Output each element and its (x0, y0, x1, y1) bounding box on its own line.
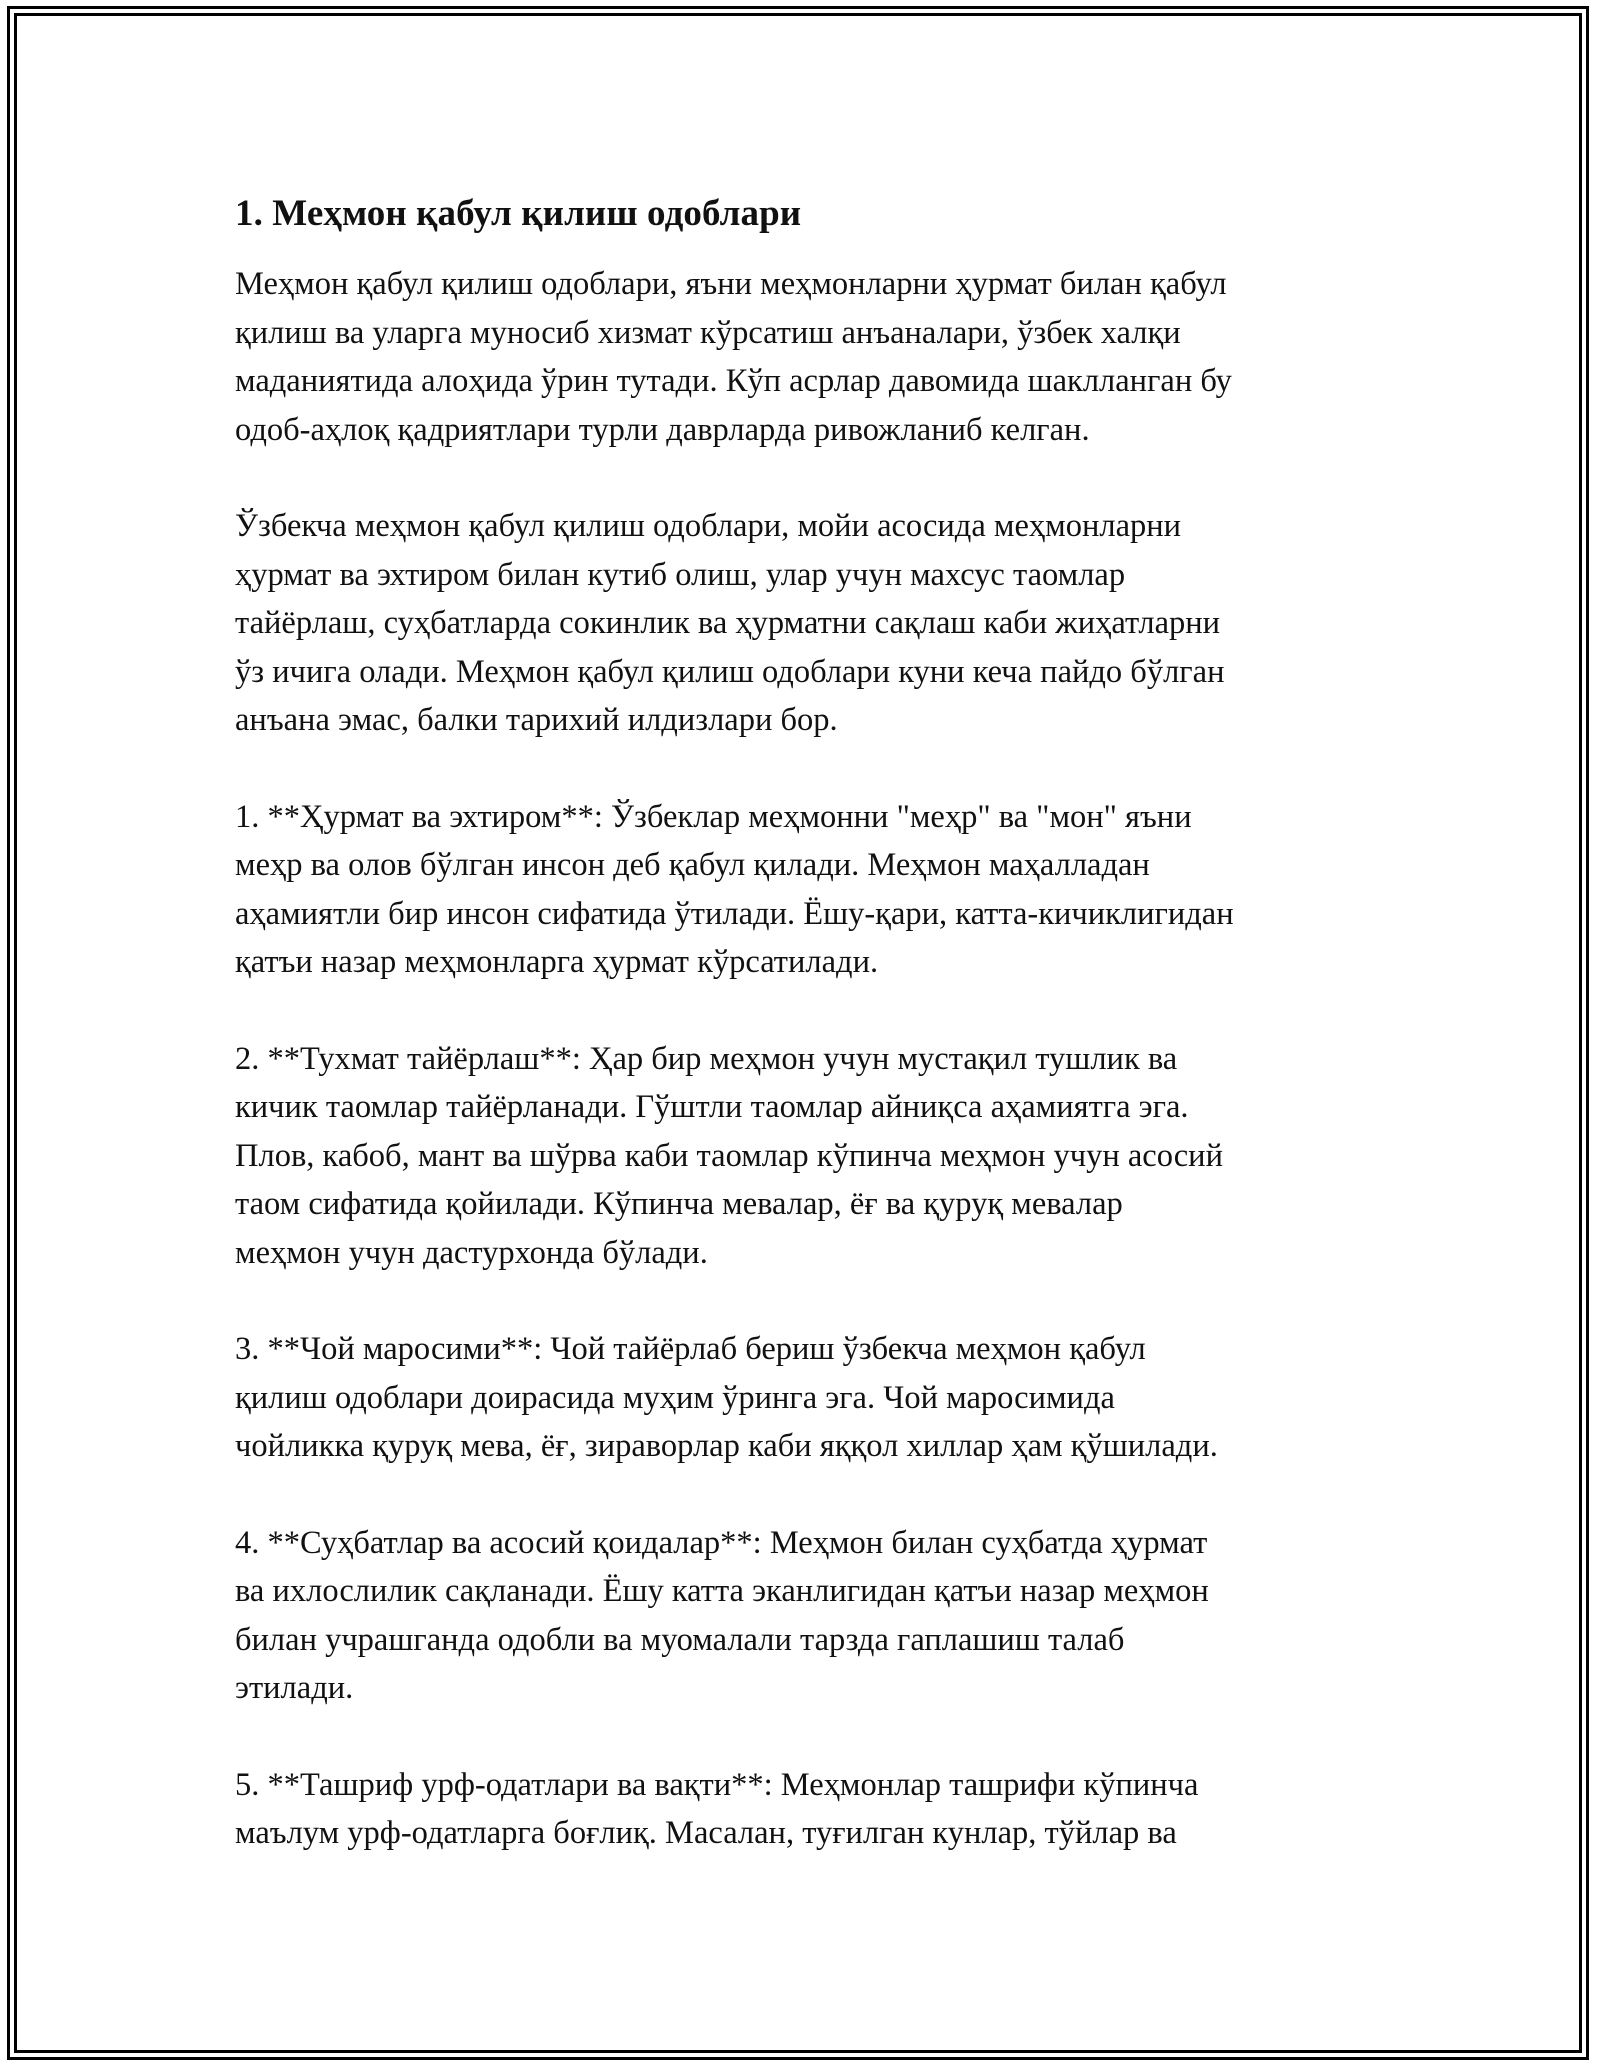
text-line: 3. **Чой маросими**: Чой тайёрлаб бериш ўзбекча меҳмон қабул (235, 1331, 1146, 1367)
text-line: этилади. (235, 1670, 354, 1706)
text-line: кичик таомлар тайёрланади. Гўштли таомлар айниқса аҳамиятга эга. (235, 1089, 1189, 1125)
text-line: тайёрлаш, суҳбатларда сокинлик ва ҳурматни сақлаш каби жиҳатларни (235, 605, 1221, 641)
text-line: қилиш ва уларга муносиб хизмат кўрсатиш анъаналари, ўзбек халқи (235, 314, 1181, 351)
text-line: маълум урф-одатларга боғлиқ. Масалан, туғилган кунлар, тўйлар ва (235, 1815, 1177, 1851)
text-line: меҳмон учун дастурхонда бўлади. (235, 1234, 708, 1271)
text-line: 4. **Суҳбатлар ва асосий қоидалар**: Меҳмон билан суҳбатда ҳурмат (235, 1524, 1208, 1561)
text-line: меҳр ва олов бўлган инсон деб қабул қилади. Меҳмон маҳалладан (235, 847, 1150, 883)
text-line: ўз ичига олади. Меҳмон қабул қилиш одоблари куни кеча пайдо бўлган (235, 653, 1225, 690)
text-line: таом сифатида қойилади. Кўпинча мевалар, ёғ ва қуруқ мевалар (235, 1186, 1123, 1222)
text-line: қатъи назар меҳмонларга ҳурмат кўрсатилади. (235, 944, 879, 980)
text-line: ҳурмат ва эхтиром билан кутиб олиш, улар учун махсус таомлар (235, 556, 1126, 593)
document-body (235, 186, 1375, 1906)
text-line: чойликка қуруқ мева, ёғ, зираворлар каби яққол хиллар ҳам қўшилади. (235, 1428, 1218, 1464)
document-title: 1. Меҳмон қабул қилиш одоблари (235, 193, 802, 234)
list-item-visit (235, 1761, 1375, 1858)
text-line: 1. **Ҳурмат ва эхтиром**: Ўзбеклар меҳмонни "меҳр" ва "мон" яъни (235, 798, 1192, 835)
list-item-food (235, 1035, 1375, 1278)
paragraph-overview (235, 502, 1375, 745)
text-line: билан учрашганда одобли ва муомалали тарзда гаплашиш талаб (235, 1621, 1125, 1658)
text-line: қилиш одоблари доирасида муҳим ўринга эга. Чой маросимида (235, 1379, 1115, 1416)
text-line: аҳамиятли бир инсон сифатида ўтилади. Ёшу-қари, катта-кичиклигидан (235, 895, 1234, 932)
text-line: Ўзбекча меҳмон қабул қилиш одоблари, мойи асосида меҳмонларни (235, 508, 1182, 544)
text-line: Меҳмон қабул қилиш одоблари, яъни меҳмонларни ҳурмат билан қабул (235, 266, 1227, 302)
text-line: ва ихлослилик сақланади. Ёшу катта эканлигидан қатъи назар меҳмон (235, 1573, 1209, 1609)
text-line: 2. **Тухмат тайёрлаш**: Ҳар бир меҳмон учун мустақил тушлик ва (235, 1040, 1178, 1077)
text-line: 5. **Ташриф урф-одатлари ва вақти**: Меҳмонлар ташрифи кўпинча (235, 1766, 1199, 1803)
paragraph-intro (235, 260, 1375, 454)
list-item-respect (235, 793, 1375, 987)
text-line: одоб-аҳлоқ қадриятлари турли даврларда ривожланиб келган. (235, 411, 1090, 448)
text-line: маданиятида алоҳида ўрин тутади. Кўп асрлар давомида шаклланган бу (235, 363, 1232, 399)
list-item-tea (235, 1325, 1375, 1471)
list-item-conversation (235, 1519, 1375, 1713)
text-line: Плов, кабоб, мант ва шўрва каби таомлар кўпинча меҳмон учун асосий (235, 1137, 1223, 1174)
text-line: анъана эмас, балки тарихий илдизлари бор. (235, 702, 838, 738)
